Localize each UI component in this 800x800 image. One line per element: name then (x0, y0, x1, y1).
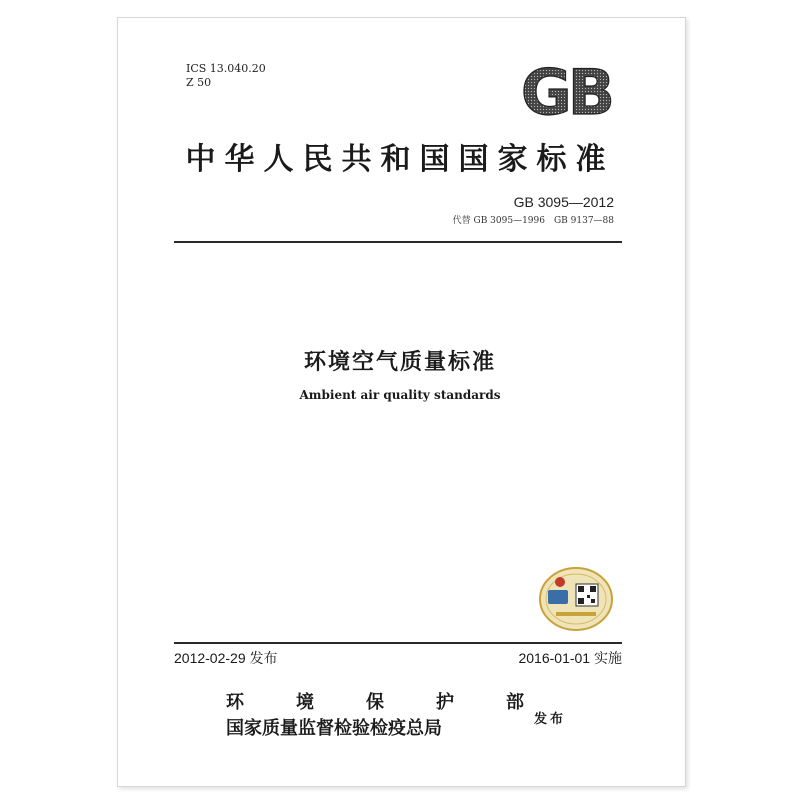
national-standard-title: 中华人民共和国国家标准 (185, 142, 615, 177)
ministry-char: 部 (506, 692, 524, 713)
ministry-char: 环 (226, 692, 244, 713)
footer-divider (174, 642, 622, 644)
gb-logo-icon (512, 60, 620, 122)
ministry-char: 境 (296, 692, 314, 713)
issue-date: 2012-02-29 发布 (174, 650, 278, 666)
implementation-date: 2016-01-01 实施 (518, 650, 622, 666)
document-title-en: Ambient air quality standards (299, 388, 501, 402)
ics-code: ICS 13.040.20 (186, 62, 266, 75)
gb-logo-text: GB (520, 60, 612, 122)
replaces-note: 代替 GB 3095—1996 GB 9137—88 (452, 216, 614, 226)
issuer-administration: 国家质量监督检验检疫总局 (226, 718, 442, 739)
document-title-zh: 环境空气质量标准 (303, 350, 496, 375)
ministry-char: 护 (436, 692, 454, 713)
ministry-char: 保 (366, 692, 384, 713)
classification-codes (186, 62, 266, 90)
issuer-ministry (226, 688, 524, 714)
publish-label: 发布 (534, 712, 567, 727)
header-divider (174, 241, 622, 243)
ccs-code: Z 50 (186, 76, 212, 89)
document-page (117, 17, 686, 787)
standard-number: GB 3095—2012 (513, 194, 614, 210)
anti-counterfeit-seal-icon (538, 566, 614, 632)
